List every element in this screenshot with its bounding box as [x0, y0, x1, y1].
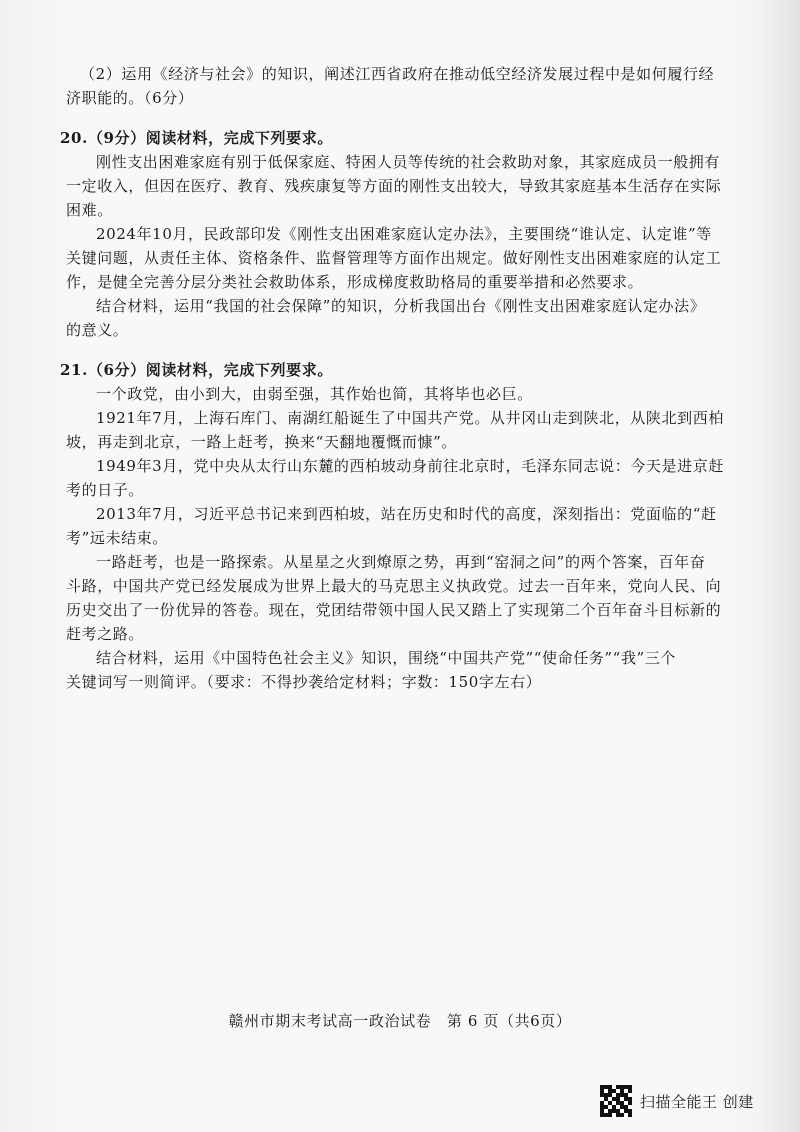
q21-task-line-1: 结合材料，运用《中国特色社会主义》知识，围绕“中国共产党”“使命任务”“我”三个 [96, 649, 677, 667]
q20-para1-line-1: 刚性支出困难家庭有别于低保家庭、特困人员等传统的社会救助对象，其家庭成员一般拥有 [96, 153, 721, 171]
q20-para2-line-1: 2024年10月，民政部印发《刚性支出困难家庭认定办法》，主要围绕“谁认定、认定谁”等 [96, 225, 712, 243]
q21-heading: 21.（6分）阅读材料，完成下列要求。 [60, 361, 333, 379]
q21-task-line-2: 关键词写一则简评。（要求：不得抄袭给定材料；字数：150字左右） [66, 673, 542, 691]
q20-para1-line-2: 一定收入，但因在医疗、教育、残疾康复等方面的刚性支出较大，导致其家庭基本生活存在实际 [66, 177, 722, 195]
q21-para5-line-2: 斗路，中国共产党已经发展成为世界上最大的马克思主义执政党。过去一百年来，党向人民、向 [66, 577, 722, 595]
qr-code-icon [600, 1085, 632, 1117]
page-edge-shadow [760, 0, 800, 1132]
q19-part2-line-2: 济职能的。（6分） [66, 89, 194, 107]
q20-heading: 20.（9分）阅读材料，完成下列要求。 [60, 129, 333, 147]
q21-para4-line-2: 考”远未结束。 [66, 529, 168, 547]
q20-task-line-2: 的意义。 [66, 321, 129, 339]
q19-part2-line-1: （2）运用《经济与社会》的知识，阐述江西省政府在推动低空经济发展过程中是如何履行经 [80, 65, 715, 83]
q21-para5-line-4: 赶考之路。 [66, 625, 145, 643]
q20-para2-line-3: 作，是健全完善分层分类社会救助体系，形成梯度救助格局的重要举措和必然要求。 [66, 273, 644, 291]
page-footer: 赣州市期末考试高一政治试卷 第 6 页（共6页） [228, 1012, 572, 1030]
q21-para2-line-2: 坡，再走到北京，一路上赶考，换来“天翻地覆慨而慷”。 [66, 433, 457, 451]
q21-para1: 一个政党，由小到大，由弱至强，其作始也简，其将毕也必巨。 [96, 385, 533, 403]
q21-para5-line-3: 历史交出了一份优异的答卷。现在，党团结带领中国人民又踏上了实现第二个百年奋斗目标新的 [66, 601, 722, 619]
q21-para5-line-1: 一路赶考，也是一路探索。从星星之火到燎原之势，再到“窑洞之问”的两个答案，百年奋 [96, 553, 706, 571]
q21-para3-line-2: 考的日子。 [66, 481, 145, 499]
q20-para1-line-3: 困难。 [66, 201, 113, 219]
q21-para4-line-1: 2013年7月，习近平总书记来到西柏坡，站在历史和时代的高度，深刻指出：党面临的“赶 [96, 505, 717, 523]
q20-task-line-1: 结合材料，运用“我国的社会保障”的知识，分析我国出台《刚性支出困难家庭认定办法》 [96, 297, 706, 315]
scanner-watermark-text: 扫描全能王 创建 [640, 1092, 754, 1111]
scanner-watermark [600, 1084, 754, 1118]
q21-para3-line-1: 1949年3月，党中央从太行山东麓的西柏坡动身前往北京时，毛泽东同志说：今天是进京赶 [96, 457, 724, 475]
q20-para2-line-2: 关键问题，从责任主体、资格条件、监督管理等方面作出规定。做好刚性支出困难家庭的认定工 [66, 249, 722, 267]
q21-para2-line-1: 1921年7月，上海石库门、南湖红船诞生了中国共产党。从井冈山走到陕北，从陕北到西柏 [96, 409, 724, 427]
